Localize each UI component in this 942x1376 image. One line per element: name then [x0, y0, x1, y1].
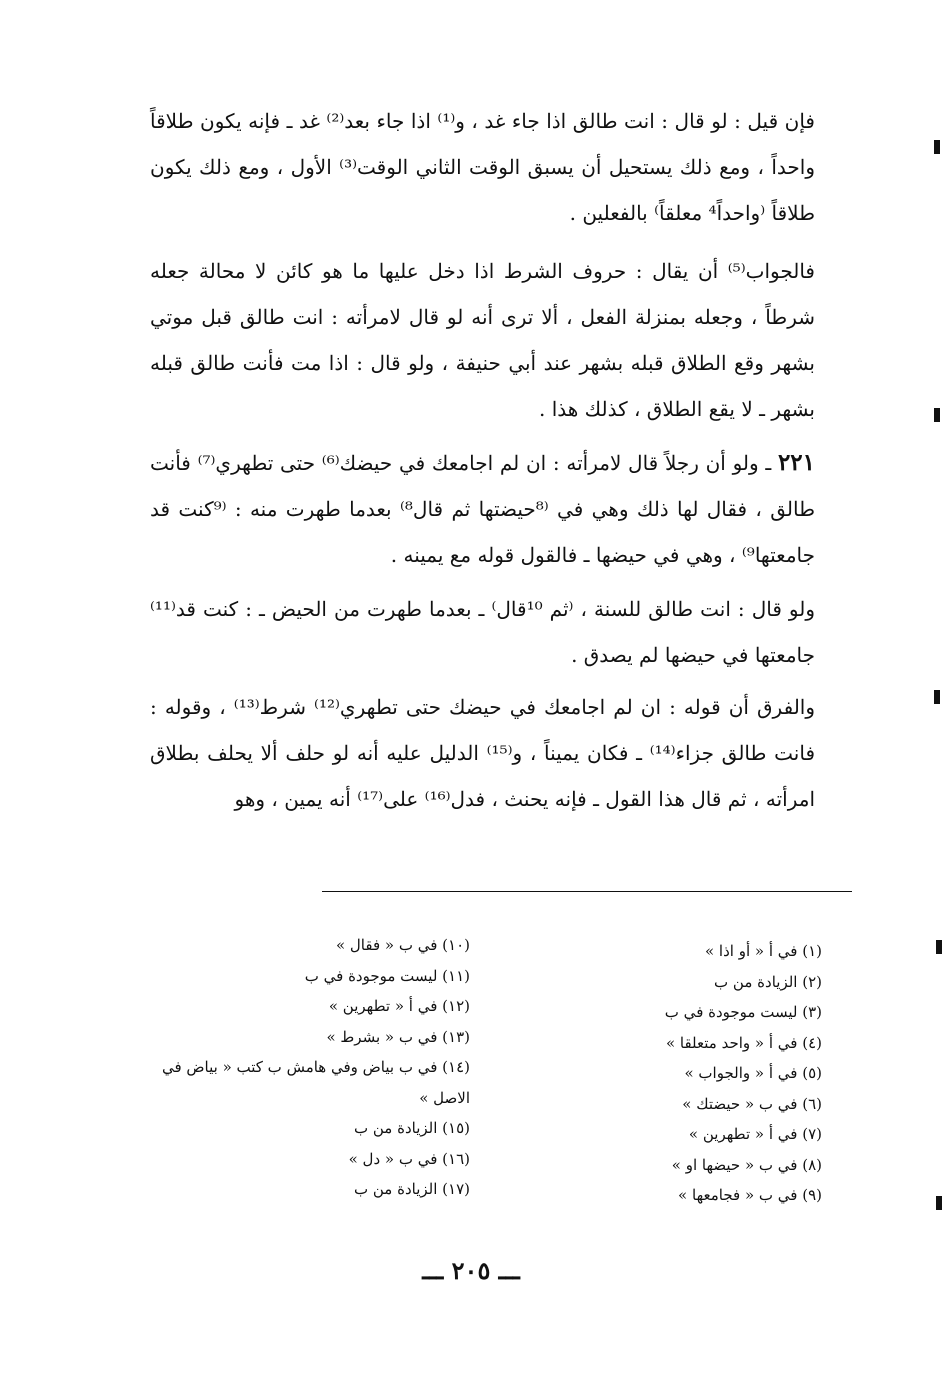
section-paragraph: [150, 440, 815, 578]
paragraph-text: فإن قيل : لو قال : انت طالق اذا جاء غد ، و⁽¹⁾ اذا جاء بعد⁽²⁾ غد ـ فإنه يكون طلاقاً واحداً ، ومع ذلك يستحيل أن يسبق الوقت الثاني الوقت⁽³⁾ الأول ، ومع ذلك يكون طلاقاً ⁽واحداً⁴ معلقاً⁾ بالفعلين .: [150, 109, 815, 225]
section-text: ـ ولو أن رجلاً قال لامرأته : ان لم اجامعك في حيضك⁽⁶⁾ حتى تطهري⁽⁷⁾ فأنت طالق ، فقال لها ذلك وهي في ⁽⁸حيضتها ثم قال⁸⁾ بعدما طهرت منه : ⁽⁹كنت قد جامعتها⁹⁾ ، وهي في حيضها ـ فالقول قوله مع يمينه .: [150, 451, 815, 567]
footnote: (٦) في ب « حيضتك »: [682, 1094, 822, 1113]
footnote: (١١) ليست موجودة في ب: [304, 966, 470, 985]
section-number: ٢٢١: [777, 449, 815, 476]
paragraph-sunna: [150, 586, 815, 678]
footnotes-right-column: [560, 936, 822, 1211]
scan-edge-mark: [934, 140, 940, 154]
paragraph-text: ولو قال : انت طالق للسنة ، ⁽ثم ¹⁰قال⁾ ـ بعدما طهرت من الحيض ـ : كنت قد⁽¹¹⁾ جامعتها في حيضها لم يصدق .: [150, 597, 815, 667]
section-221: [150, 440, 815, 578]
scan-edge-mark: [934, 690, 940, 704]
footnote-divider: [322, 891, 852, 892]
footnote: (١٧) الزيادة من ب: [353, 1180, 470, 1198]
paragraph-if-asked: [150, 98, 815, 236]
scan-edge-mark: [936, 1196, 942, 1210]
footnote: (٣) ليست موجودة في ب: [664, 1003, 822, 1021]
scan-edge-mark: [934, 408, 940, 422]
footnote: (١٣) في ب « بشرط »: [326, 1027, 470, 1046]
footnote: (١٦) في ب « دل »: [348, 1149, 470, 1168]
footnote: (١٠) في ب « فقال »: [335, 936, 470, 954]
paragraph-answer: [150, 248, 815, 432]
paragraph-difference: [150, 684, 815, 822]
footnote: (٥) في أ « والجواب »: [684, 1064, 822, 1082]
paragraph-text: فالجواب⁽⁵⁾ أن يقال : حروف الشرط اذا دخل عليها ما هو كائن لا محالة جعله شرطاً ، وجعله بمنزلة الفعل ، ألا ترى أنه لو قال لامرأته : انت طالق قبل موتي بشهر وقع الطلاق قبله بشهر عند أبي حنيفة ، ولو قال : اذا مت فأنت طالق قبله بشهر ـ لا يقع الطلاق ، كذلك هذا .: [150, 259, 815, 421]
footnote: (١٥) الزيادة من ب: [353, 1119, 470, 1137]
footnote: (٤) في أ « واحد متعلقا »: [665, 1033, 822, 1052]
footnote: (٨) في ب « حيضها او »: [671, 1155, 822, 1174]
footnote: (١) في أ « أو اذا »: [704, 942, 822, 960]
footnote: (١٢) في أ « تطهرين »: [328, 997, 470, 1015]
footnote: (٧) في أ « تطهرين »: [688, 1125, 822, 1143]
paragraph-text: والفرق أن قوله : ان لم اجامعك في حيضك حتى تطهري⁽¹²⁾ شرط⁽¹³⁾ ، وقوله : فانت طالق جزاء⁽¹⁴⁾ ـ فكان يميناً ، و⁽¹⁵⁾ الدليل عليه أنه لو حلف ألا يحلف بطلاق امرأته ، ثم قال هذا القول ـ فإنه يحنث ، فدل⁽¹⁶⁾ على⁽¹⁷⁾ أنه يمين ، وهو: [150, 695, 815, 811]
footnote: (٢) الزيادة من ب: [714, 972, 822, 991]
footnote: (٩) في ب « فجامعها »: [678, 1186, 822, 1204]
footnotes-left-column: [150, 930, 470, 1205]
footnote: (١٤) في ب بياض وفي هامش ب كتب « بياض في الاصل »: [161, 1058, 470, 1107]
page-number: ـــ ٢٠٥ ـــ: [422, 1256, 520, 1285]
scan-edge-mark: [936, 940, 942, 954]
